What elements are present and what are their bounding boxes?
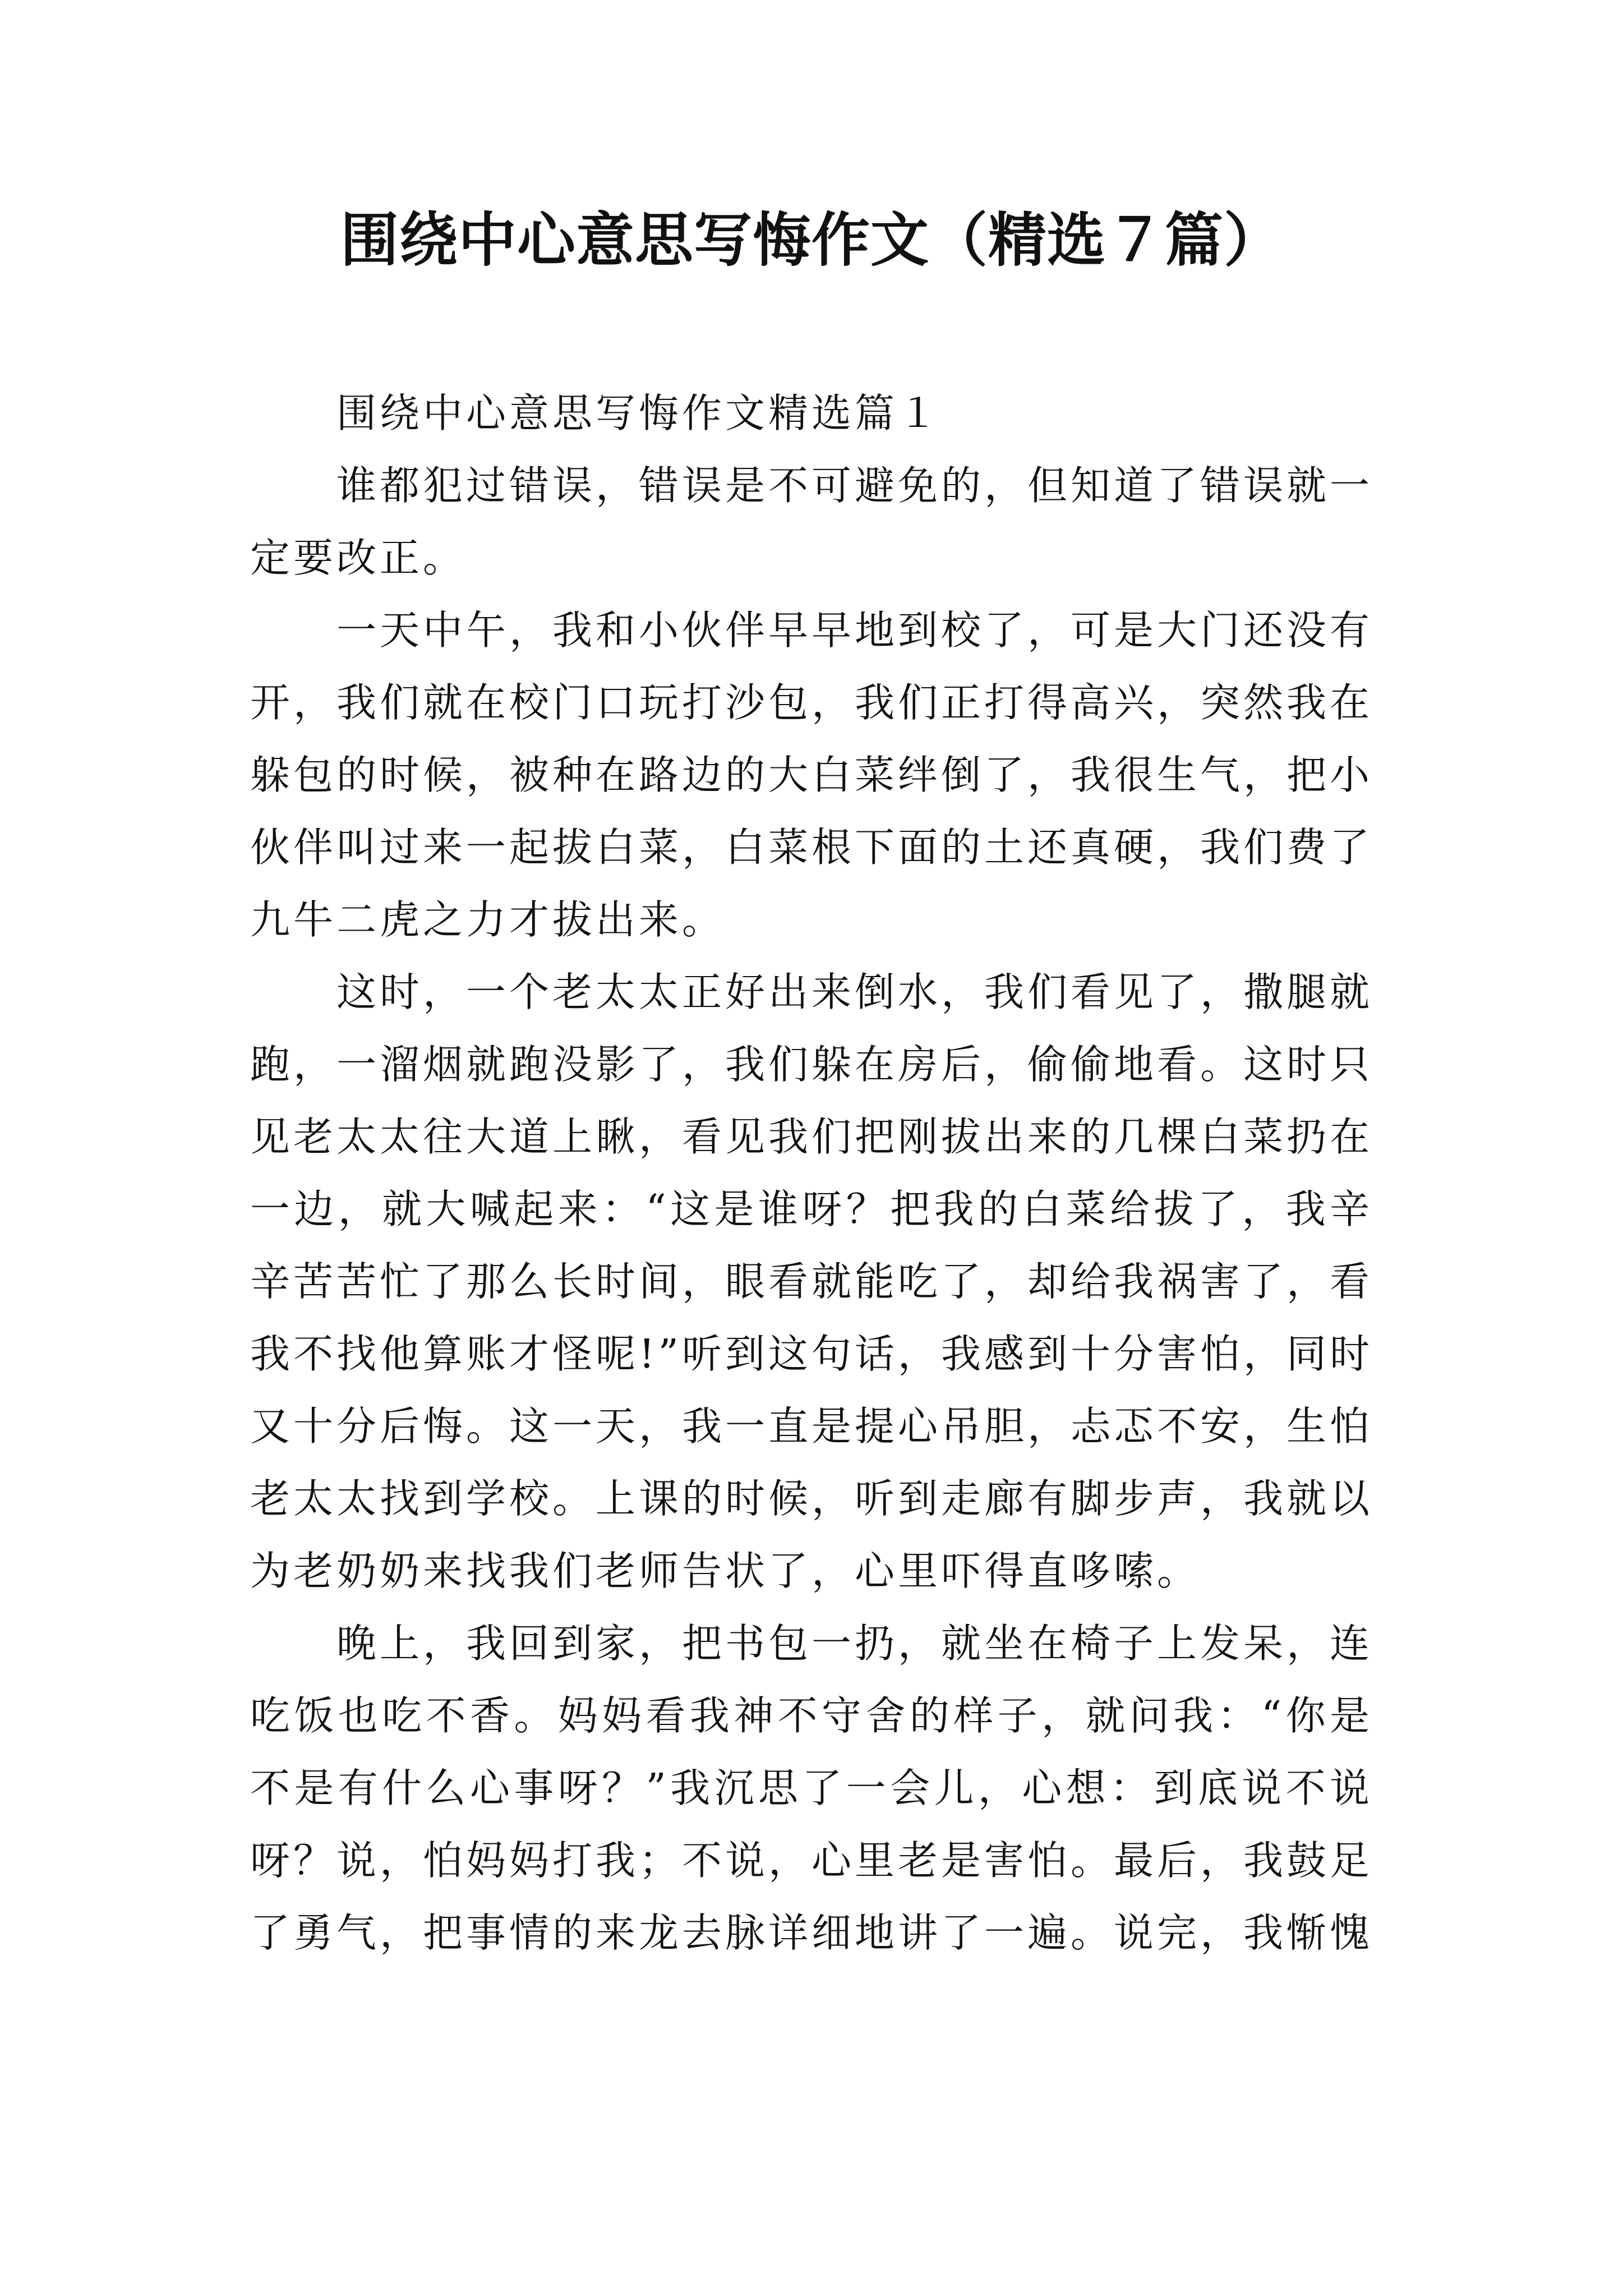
section-heading: 围绕中心意思写悔作文精选篇１	[336, 390, 942, 436]
document-body	[250, 377, 1373, 1969]
paragraph-3: 这时，一个老太太正好出来倒水，我们看见了，撒腿就跑，一溜烟就跑没影了，我们躲在房后，偷偷地看。这时只见老太太往大道上瞅，看见我们把刚拔出来的几棵白菜扔在一边，就大喊起来：“这是谁呀？把我的白菜给拔了，我辛辛苦苦忙了那么长时间，眼看就能吃了，却给我祸害了，看我不找他算账才怪呢!”听到这句话，我感到十分害怕，同时又十分后悔。这一天，我一直是提心吊胆，忐忑不安，生怕老太太找到学校。上课的时候，听到走廊有脚步声，我就以为老奶奶来找我们老师告状了，心里吓得直哆嗦。	[250, 969, 1373, 1594]
paragraph-1: 谁都犯过错误，错误是不可避免的，但知道了错误就一定要改正。	[250, 462, 1373, 581]
document-title: 围绕中心意思写悔作文（精选７篇）	[340, 205, 1283, 274]
paragraph-2: 一天中午，我和小伙伴早早地到校了，可是大门还没有开，我们就在校门口玩打沙包，我们正打得高兴，突然我在躲包的时候，被种在路边的大白菜绊倒了，我很生气，把小伙伴叫过来一起拔白菜，白菜根下面的土还真硬，我们费了九牛二虎之力才拔出来。	[250, 607, 1373, 943]
paragraph-4: 晚上，我回到家，把书包一扔，就坐在椅子上发呆，连吃饭也吃不香。妈妈看我神不守舍的样子，就问我：“你是不是有什么心事呀？”我沉思了一会儿，心想：到底说不说呀？说，怕妈妈打我；不说，心里老是害怕。最后，我鼓足了勇气，把事情的来龙去脉详细地讲了一遍。说完，我惭愧	[250, 1620, 1373, 1956]
